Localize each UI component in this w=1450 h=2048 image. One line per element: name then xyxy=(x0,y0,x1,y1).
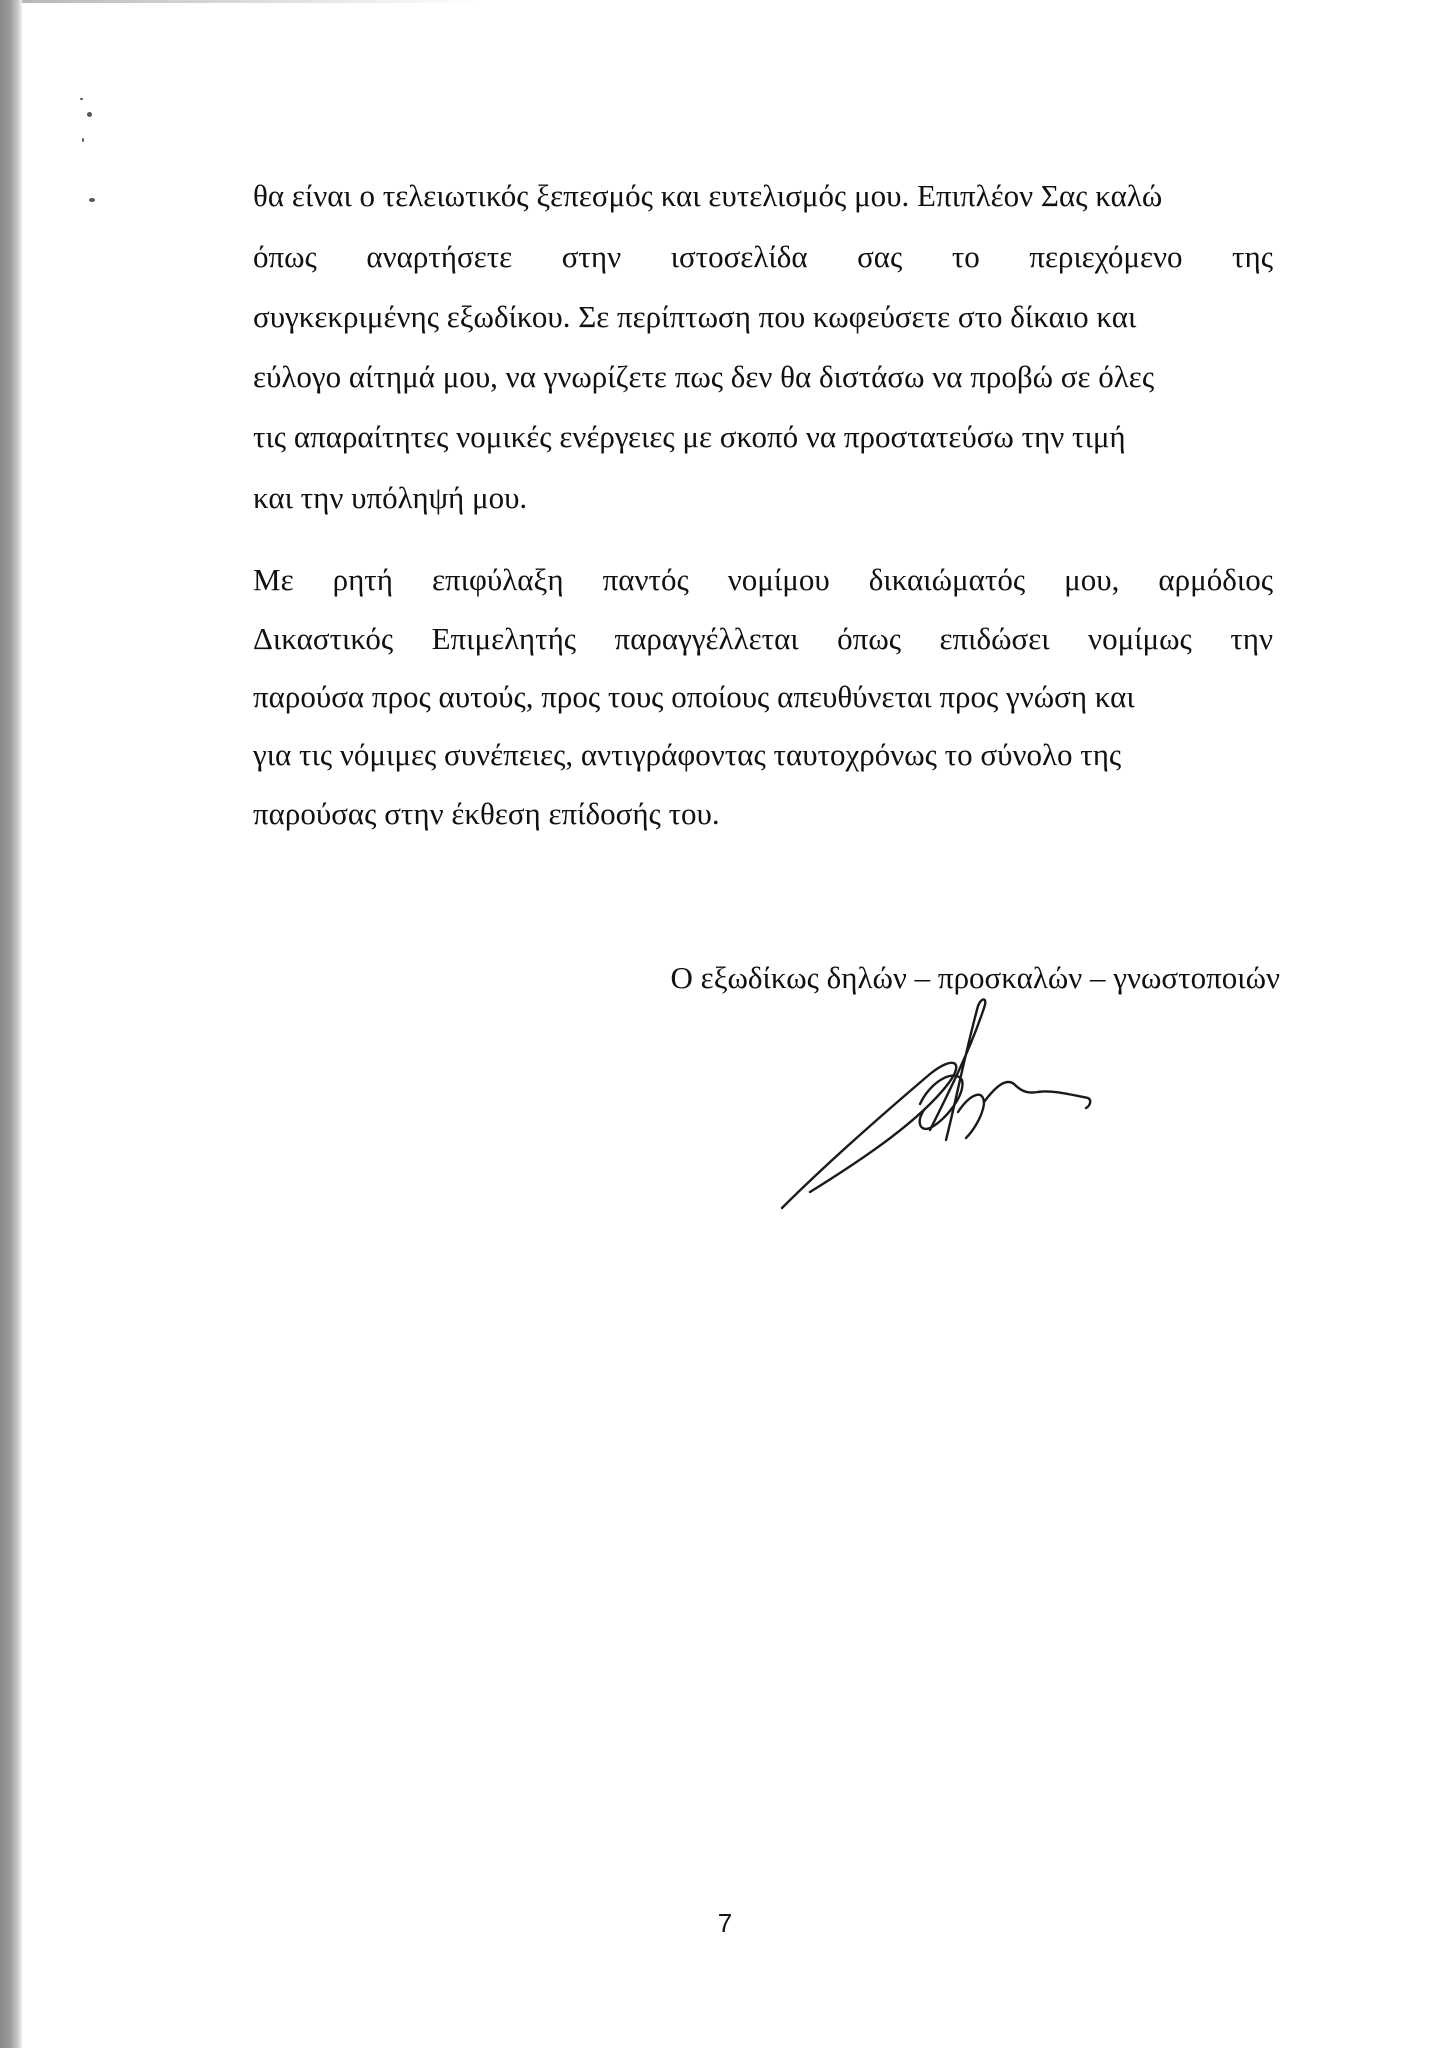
text-line: συγκεκριμένης εξωδίκου. Σε περίπτωση που κωφεύσετε στο δίκαιο και xyxy=(253,299,1137,334)
scan-speck xyxy=(87,112,92,117)
text-line: για τις νόμιμες συνέπειες, αντιγράφοντας ταυτοχρόνως το σύνολο της xyxy=(253,737,1122,772)
text-line: παρούσας στην έκθεση επίδοσής του. xyxy=(253,796,720,831)
page-number: 7 xyxy=(717,1908,733,1938)
scan-edge xyxy=(0,0,22,2048)
text-line: τις απαραίτητες νομικές ενέργειες με σκοπό να προστατεύσω την τιμή xyxy=(253,419,1126,454)
text-line: παρούσα προς αυτούς, προς τους οποίους απευθύνεται προς γνώση και xyxy=(253,679,1135,714)
scan-speck xyxy=(89,198,95,202)
signature-image xyxy=(770,990,1100,1220)
closing-formula: Ο εξωδίκως δηλών – προσκαλών – γνωστοποιών xyxy=(670,960,1280,995)
text-line: εύλογο αίτημά μου, να γνωρίζετε πως δεν θα διστάσω να προβώ σε όλες xyxy=(253,359,1155,394)
text-line: θα είναι ο τελειωτικός ξεπεσμός και ευτελισμός μου. Επιπλέον Σας καλώ xyxy=(253,178,1163,213)
text-line: και την υπόληψή μου. xyxy=(253,480,528,515)
text-line: όπως αναρτήσετε στην ιστοσελίδα σας το περιεχόμενο της xyxy=(253,239,1273,274)
scan-top-edge xyxy=(22,0,482,3)
text-line: Δικαστικός Επιμελητής παραγγέλλεται όπως επιδώσει νομίμως την xyxy=(253,621,1273,656)
text-line: Με ρητή επιφύλαξη παντός νομίμου δικαιώματός μου, αρμόδιος xyxy=(253,562,1273,597)
scan-speck xyxy=(80,98,83,100)
scan-speck xyxy=(82,138,84,142)
